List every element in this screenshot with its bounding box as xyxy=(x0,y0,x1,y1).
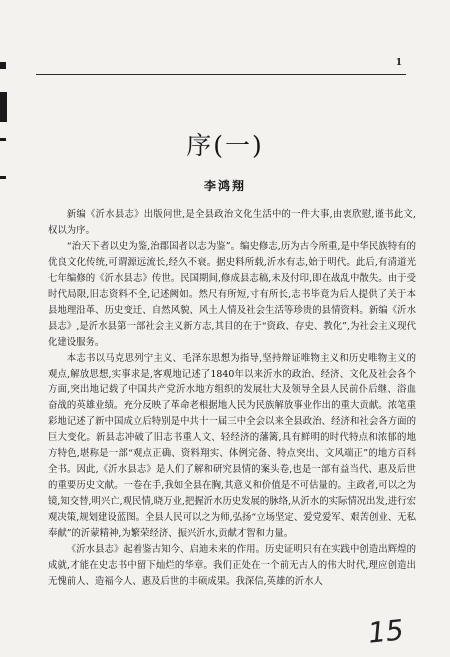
paragraph: 本志书以马克思列宁主义、毛泽东思想为指导,坚持辩证唯物主义和历史唯物主义的观点,解放思想,实事求是,客观地记述了1840年以来沂水的政治、经济、文化及社会各个方面,突出地记载了中国共产党沂水地方组织的发展壮大及领导全县人民前仆后继、浴血奋战的英雄业绩。充分反映了革命老根据地人民为民族解放事业作出的重大贡献。浓笔重彩地记述了新中国成立后特别是中共十一届三中全会以来全县政治、经济和社会各方面的巨大变化。新县志冲破了旧志书重人文、轻经济的藩篱,具有鲜明的时代特点和浓郁的地方特色,堪称是一部“观点正确、资料翔实、体例完备、特点突出、文风端正”的地方百科全书。因此,《沂水县志》是人们了解和研究县情的案头卷,也是一部有益当代、惠及后世的重要历史文献。一卷在手,我如全县在胸,其意义和价值是不可估量的。主政者,可以之为镜,知交替,明兴亡,观民情,晓万业,把握沂水历史发展的脉络,从沂水的实际情况出发,进行宏观决策,规划建设蓝图。全县人民可以之为师,弘扬“立场坚定、爱党爱军、艰苦创业、无私奉献”的沂蒙精神,为繁荣经济、振兴沂水,贡献才智和力量。 xyxy=(48,352,416,540)
binding-mark xyxy=(0,92,7,122)
paragraph: “治天下者以史为鉴,治郡国者以志为鉴”。编史修志,历为古今所重,是中华民族特有的优良文化传统,可谓源远流长,经久不衰。据史料所载,沂水有志,始于明代。此后,有清道光七年编修的《沂水县志》传世。民国期间,修成县志稿,未及付印,即在战乱中散失。由于受时代局限,旧志资料不全,记述阙如。然尺有所短,寸有所长,志书毕竟为后人提供了关于本县地理沿革、历史变迁、自然风貌、风土人情及社会生活等珍贵的县情资料。新编《沂水县志》,是沂水县第一部社会主义新方志,其目的在于“资政、存史、教化”,为社会主义现代化建设服务。 xyxy=(48,240,416,348)
page-number: 1 xyxy=(395,58,402,68)
paragraph: 新编《沂水县志》出版问世,是全县政治文化生活中的一件大事,由衷欣慰,谨书此文,权以为序。 xyxy=(48,209,416,236)
handwritten-page-mark: 15 xyxy=(366,613,406,650)
header-rule xyxy=(36,74,406,75)
paragraph: 《沂水县志》起着鉴古知今、启迪未来的作用。历史证明只有在实践中创造出辉煌的成就,才能在史志书中留下灿烂的华章。我们正处在一个前无古人的伟大时代,理应创造出无愧前人、造福今人、惠及后世的丰硕成果。我深信,英雄的沂水人 xyxy=(48,544,416,587)
page-title: 序(一) xyxy=(186,131,264,160)
author-name: 李鸿翔 xyxy=(203,179,246,193)
body-text xyxy=(48,207,416,590)
binding-mark xyxy=(0,62,6,69)
